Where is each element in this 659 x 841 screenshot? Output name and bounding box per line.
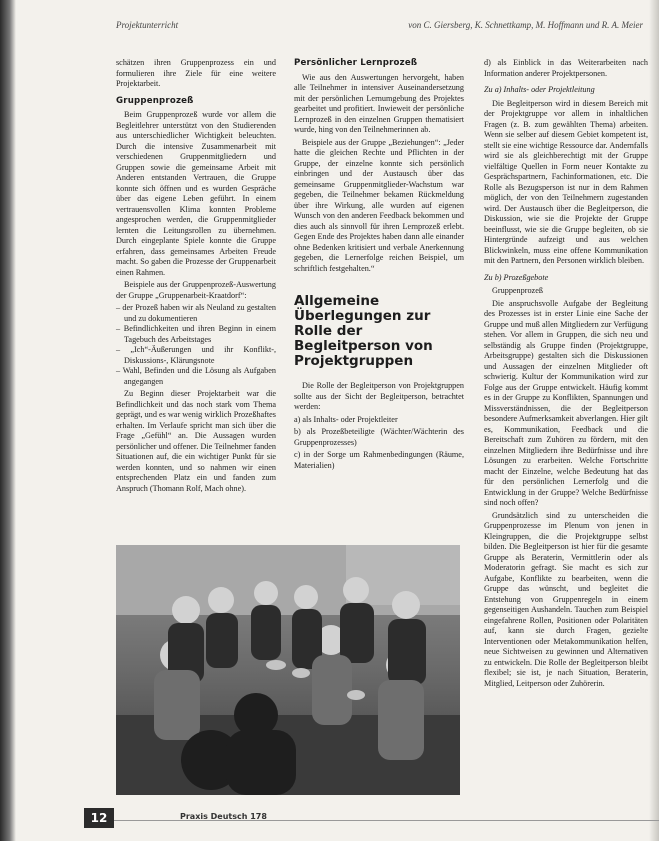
paragraph: Die Begleitperson wird in diesem Bereich mit der Projektgruppe vor allem in inhaltlichen Fragen (z. B. zum gewählten Thema) arbeiten. Wenn sie selber auf diesem Gebiet kompetent ist, stellt sie eine wichtige Ressource dar. Andernfalls wird sie als gleichberechtigt mit der Gruppe vielfältige Quellen in Form neuer Kontakte zu Gesprächspartnern, Fachinformationen, etc. Die Rolle als Bezugsperson ist nur in dem Rahmen möglich, der von den Teilnehmern zugestanden wird. Der Austausch über die Begleitperson, die Diskussion, wie sie die Projekte der Gruppe beeinflusst, wie sie die Gruppe begleiten, ob sie Hintergründe aufzeigt und aus welchen Blickwinkeln, muss eine offene Kommunikation mit den Partnern, den Personen wirklich bleiben. [484, 98, 648, 265]
list-item: c) in der Sorge um Rahmenbedingungen (Räume, Materialien) [294, 450, 464, 470]
magazine-name: Praxis Deutsch 178 [180, 812, 267, 821]
list-item: – Wahl, Befinden und die Lösung als Aufgaben angegangen [116, 366, 276, 387]
role-list [294, 415, 464, 472]
paragraph: Die anspruchsvolle Aufgabe der Begleitung des Prozesses ist in erster Linie eine Sache der Gruppe und muß allen Mitgliedern zur Verfügung stehen. Vor allem in Gruppen, die sich neu und selbständig als Gruppe finden (Projektgruppe, Arbeitsgruppe) gestalten sich die Diskussionen und Aussagen der einzelnen Mitglieder oft schwierig. Kultur der Kommunikation wird zur Folge aus der Gruppe entwickelt. Häufig kommt es in der Gruppe zu Konflikten, Spannungen und Missverständnissen, die der Begleitperson besondere Aufmerksamkeit abverlangen. Hier gilt es, Kommunikation, Feedback und die Bereitschaft zum Zuhören zu fördern, mit den einzelnen Mitgliedern ihre Bedürfnisse und ihre Lösungen zu erarbeiten. Welche Fortschritte macht der Einzelne, welche Bedeutung hat das für den persönlichen Lernerfolg und die Entwicklung in der Gruppe? Welche Bedürfnisse sind noch offen? [484, 298, 648, 507]
paragraph: d) als Einblick in das Weiterarbeiten nach Information anderer Projektpersonen. [484, 58, 648, 78]
list-item: – „Ich“-Äußerungen und ihr Konflikt-, Diskussions-, Klärungsnote [116, 345, 276, 366]
list-item: – der Prozeß haben wir als Neuland zu gestalten und zu dokumentieren [116, 303, 276, 324]
footer-rule [84, 820, 659, 821]
paragraph: Beim Gruppenprozeß wurde vor allem die Begleitlehrer unterstützt von den Studierenden aus unterschiedlicher Wichtigkeit beleuchten. Durch die intensive Zusammenarbeit mit verschiedenen Gruppenmitgliedern und Gruppen sowie die gemeinsame Arbeit mit Anderen entstanden Vertrauen, die Gruppe konnte sich öffnen und es wurden Gespräche über das eigene Leben geführt. In einem vertrauensvollen Klima konnten Probleme angesprochen werden, die Gruppenmitglieder lernten die Leitungsrollen zu übernehmen. Durch eingeplante Spiele konnte die Gruppe erfahren, dass gemeinsames Arbeiten Freude macht. So gaben die Prozesse der Gruppenarbeit einen Rahmen. [116, 110, 276, 277]
running-header-right: von C. Giersberg, K. Schnettkamp, M. Hoffmann und R. A. Meier [408, 20, 643, 30]
paragraph: Zu Beginn dieser Projektarbeit war die Befindlichkeit und das noch stark vom Thema geprägt, und es war wenig wirklich Prozeßhaftes erhalten. Im Verlaufe spricht man sich über die Frage „Gefühl“ an. Die Aussagen wurden persönlicher und offener. Die Teilnehmer fanden Situationen auf, die ein wichtiger Punkt für sie werden konnten, und so nahmen wir einen entsprechenden Platz ein und fanden zum Anspruch (Thomann Rolf, Mach ohne). [116, 389, 276, 493]
intro-paragraph: schätzen ihren Gruppenprozess ein und formulieren ihre Ziele für eine weitere Projektarbeit. [116, 58, 276, 88]
paragraph: Grundsätzlich sind zu unterscheiden die Gruppenprozesse im Plenum von jenen in Kleingruppen, die die Projektgruppe selbst bilden. Die Begleitperson ist hier für die gesamte Gruppe als Beraterin, Vermittlerin oder als Moderatorin gefragt. Sie macht es sich zur Aufgabe, Konflikte zu bearbeiten, wenn die Gruppe das wünscht, und begleitet die Entstehung von Gruppenregeln in einem gegenseitigen Aushandeln. Tauchen zum Beispiel eingefahrene Rollen, Positionen oder Polaritäten auf, kann sie durch Fragen, gezielte Interventionen oder Metakommunikation helfen, neue Sichtweisen zu gewinnen und Alternativen zu entwickeln. Die Rolle der Begleitperson bleibt flexibel; sie ist, je nach Situation, Beraterin, Mitglied, Leitperson oder Zuhörerin. [484, 510, 648, 688]
paragraph: Die Rolle der Begleitperson von Projektgruppen sollte aus der Sicht der Begleitperson, betrachtet werden: [294, 381, 464, 411]
section-heading-gruppenprozess: Gruppenprozeß [116, 95, 194, 106]
list-item: a) als Inhalts- oder Projektleiter [294, 414, 398, 424]
text-column-3 [484, 58, 648, 691]
main-heading: Allgemeine Überlegungen zur Rolle der Begleitperson von Projektgruppen [294, 293, 433, 369]
dash-list [116, 303, 276, 387]
paragraph: Beispiele aus der Gruppenprozeß-Auswertung der Gruppe „Gruppenarbeit-Kraatdorf“: [116, 280, 276, 300]
group-photo [116, 545, 460, 795]
list-item: – Befindlichkeiten und ihren Beginn in einem Tagebuch des Arbeitstages [116, 324, 276, 345]
paragraph: Beispiele aus der Gruppe „Beziehungen“: „Jeder hatte die gleichen Rechte und Pflichten in der Gruppe, der einzelne konnte sich persönlich einbringen und der Austausch über das gemeinsame Gruppenmitglieder-Wachstum war gegeben, die Teilnehmer bekamen Rückmeldung über ihre Wirkung, alle wurden auf eigenen Wunsch von den anderen Feedback bekommen und dies auch als sinnvoll für ihren Lernprozeß erlebt. Gegen Ende des Projektes haben dann alle einander ohne Bedenken kritisiert und verbale Anerkennung gegeben, die Lernerfolge reichen Beispiel, um schriftlich festgehalten.“ [294, 137, 464, 273]
running-header-left: Projektunterricht [116, 20, 179, 30]
scan-edge-shadow [649, 0, 659, 841]
scan-binding-shadow [0, 0, 16, 841]
list-item: b) als Prozeßbeteiligte (Wächter/Wächterin des Gruppenprozesses) [294, 427, 464, 447]
subheading-inhalt: Zu a) Inhalts- oder Projektleitung [484, 85, 595, 94]
subheading-prozess: Zu b) Prozeßgebote [484, 272, 549, 282]
text-column-1 [116, 58, 276, 496]
group-photo-icon [116, 545, 460, 795]
text-column-2 [294, 58, 464, 475]
section-heading-lernprozess: Persönlicher Lernprozeß [294, 58, 418, 68]
paragraph: Gruppenprozeß [492, 286, 543, 295]
page-number: 12 [84, 808, 114, 828]
paragraph: Wie aus den Auswertungen hervorgeht, haben alle Teilnehmer in intensiver Auseinandersetzung mit der persönlichen Lernumgebung des Projektes gearbeitet und profitiert. Inwieweit der persönliche Lernprozeß in den einzelnen Gruppen thematisiert wurde, hing von den Teilnehmerinnen ab. [294, 72, 464, 134]
